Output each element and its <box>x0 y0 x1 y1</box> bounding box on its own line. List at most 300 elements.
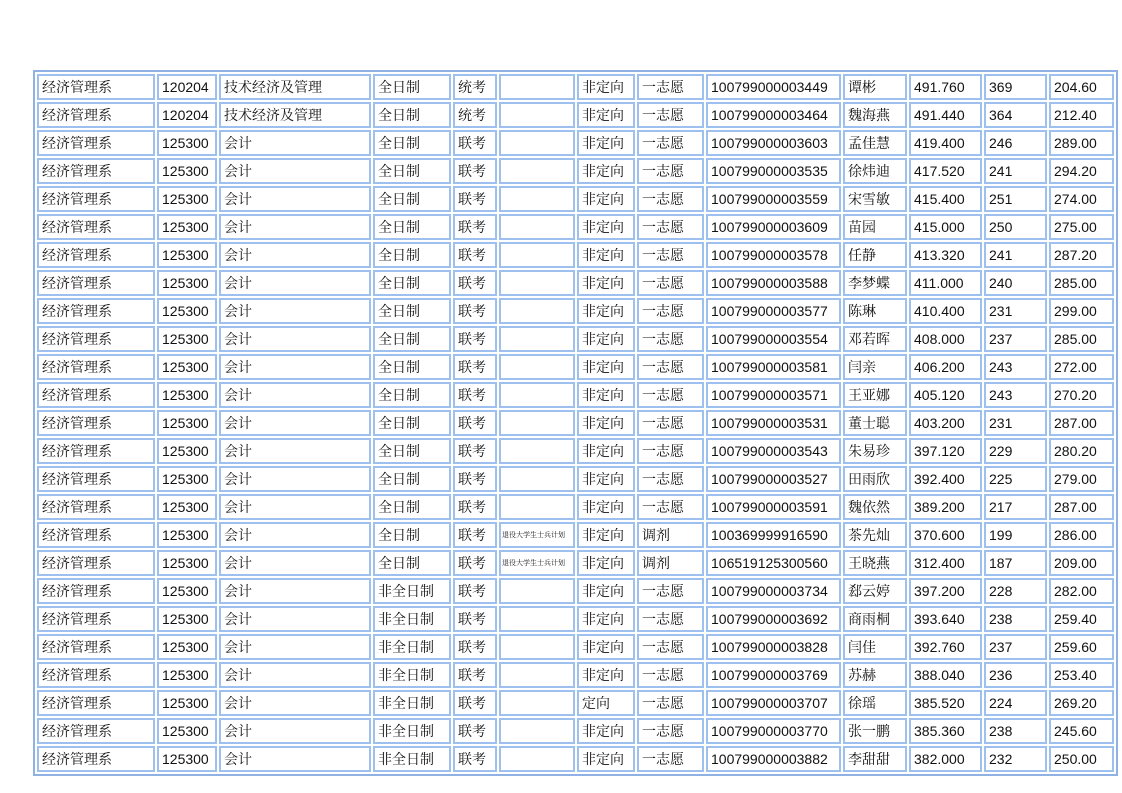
table-row <box>37 606 1114 632</box>
cell-study-mode: 全日制 <box>373 326 451 352</box>
cell-exam-type: 统考 <box>453 102 497 128</box>
cell-retest-score: 204.60 <box>1049 74 1114 100</box>
cell-department: 经济管理系 <box>37 74 155 100</box>
cell-study-mode: 全日制 <box>373 522 451 548</box>
cell-major-name: 技术经济及管理 <box>219 74 371 100</box>
cell-exam-type: 联考 <box>453 214 497 240</box>
cell-orientation: 非定向 <box>577 410 635 436</box>
cell-candidate-id: 100799000003464 <box>706 102 841 128</box>
cell-major-code: 125300 <box>157 186 217 212</box>
cell-department: 经济管理系 <box>37 438 155 464</box>
cell-major-name: 会计 <box>219 550 371 576</box>
cell-major-code: 125300 <box>157 746 217 772</box>
cell-orientation: 非定向 <box>577 746 635 772</box>
cell-special-plan <box>499 242 575 268</box>
cell-exam-type: 联考 <box>453 298 497 324</box>
cell-exam-type: 联考 <box>453 746 497 772</box>
cell-special-plan <box>499 606 575 632</box>
cell-retest-score: 287.20 <box>1049 242 1114 268</box>
cell-initial-score: 229 <box>984 438 1047 464</box>
cell-department: 经济管理系 <box>37 718 155 744</box>
cell-orientation: 非定向 <box>577 634 635 660</box>
cell-choice: 一志愿 <box>637 130 704 156</box>
cell-study-mode: 全日制 <box>373 494 451 520</box>
cell-special-plan <box>499 270 575 296</box>
cell-major-name: 会计 <box>219 746 371 772</box>
table-row <box>37 690 1114 716</box>
cell-name: 李甜甜 <box>843 746 907 772</box>
cell-major-code: 125300 <box>157 214 217 240</box>
cell-retest-score: 294.20 <box>1049 158 1114 184</box>
cell-major-code: 120204 <box>157 74 217 100</box>
cell-special-plan <box>499 438 575 464</box>
cell-name: 王亚娜 <box>843 382 907 408</box>
cell-orientation: 非定向 <box>577 550 635 576</box>
cell-orientation: 非定向 <box>577 298 635 324</box>
table-row <box>37 438 1114 464</box>
cell-special-plan <box>499 494 575 520</box>
cell-name: 徐瑶 <box>843 690 907 716</box>
cell-name: 王晓燕 <box>843 550 907 576</box>
cell-major-code: 125300 <box>157 522 217 548</box>
cell-study-mode: 非全日制 <box>373 578 451 604</box>
cell-name: 朱易珍 <box>843 438 907 464</box>
cell-special-plan <box>499 354 575 380</box>
cell-orientation: 非定向 <box>577 214 635 240</box>
cell-name: 魏海燕 <box>843 102 907 128</box>
cell-department: 经济管理系 <box>37 158 155 184</box>
cell-choice: 一志愿 <box>637 326 704 352</box>
cell-major-name: 会计 <box>219 606 371 632</box>
cell-initial-score: 236 <box>984 662 1047 688</box>
cell-choice: 一志愿 <box>637 690 704 716</box>
cell-candidate-id: 100799000003707 <box>706 690 841 716</box>
cell-exam-type: 统考 <box>453 74 497 100</box>
cell-study-mode: 全日制 <box>373 158 451 184</box>
cell-exam-type: 联考 <box>453 270 497 296</box>
table-row <box>37 746 1114 772</box>
table-row <box>37 242 1114 268</box>
cell-initial-score: 187 <box>984 550 1047 576</box>
cell-choice: 一志愿 <box>637 158 704 184</box>
cell-total-score: 415.000 <box>909 214 982 240</box>
cell-candidate-id: 100799000003828 <box>706 634 841 660</box>
cell-orientation: 定向 <box>577 690 635 716</box>
cell-initial-score: 238 <box>984 718 1047 744</box>
cell-exam-type: 联考 <box>453 578 497 604</box>
cell-candidate-id: 100799000003603 <box>706 130 841 156</box>
cell-name: 徐炜迪 <box>843 158 907 184</box>
cell-exam-type: 联考 <box>453 466 497 492</box>
cell-study-mode: 全日制 <box>373 298 451 324</box>
cell-department: 经济管理系 <box>37 494 155 520</box>
cell-exam-type: 联考 <box>453 382 497 408</box>
cell-name: 郄云婷 <box>843 578 907 604</box>
cell-retest-score: 285.00 <box>1049 326 1114 352</box>
cell-initial-score: 246 <box>984 130 1047 156</box>
cell-candidate-id: 100799000003527 <box>706 466 841 492</box>
cell-special-plan <box>499 298 575 324</box>
cell-candidate-id: 100799000003571 <box>706 382 841 408</box>
cell-major-code: 125300 <box>157 466 217 492</box>
cell-major-code: 125300 <box>157 634 217 660</box>
cell-department: 经济管理系 <box>37 550 155 576</box>
cell-major-name: 会计 <box>219 298 371 324</box>
cell-retest-score: 212.40 <box>1049 102 1114 128</box>
table-row <box>37 130 1114 156</box>
table-row <box>37 102 1114 128</box>
cell-orientation: 非定向 <box>577 578 635 604</box>
cell-initial-score: 237 <box>984 326 1047 352</box>
cell-exam-type: 联考 <box>453 494 497 520</box>
cell-orientation: 非定向 <box>577 662 635 688</box>
cell-major-code: 125300 <box>157 578 217 604</box>
cell-major-name: 会计 <box>219 690 371 716</box>
cell-candidate-id: 100799000003554 <box>706 326 841 352</box>
cell-candidate-id: 100799000003577 <box>706 298 841 324</box>
cell-total-score: 403.200 <box>909 410 982 436</box>
cell-special-plan <box>499 634 575 660</box>
cell-retest-score: 250.00 <box>1049 746 1114 772</box>
cell-major-name: 会计 <box>219 578 371 604</box>
cell-initial-score: 251 <box>984 186 1047 212</box>
table-row <box>37 186 1114 212</box>
cell-retest-score: 259.40 <box>1049 606 1114 632</box>
cell-major-code: 125300 <box>157 130 217 156</box>
cell-department: 经济管理系 <box>37 102 155 128</box>
table-row <box>37 354 1114 380</box>
cell-initial-score: 238 <box>984 606 1047 632</box>
cell-orientation: 非定向 <box>577 326 635 352</box>
cell-study-mode: 非全日制 <box>373 746 451 772</box>
cell-major-name: 会计 <box>219 326 371 352</box>
cell-choice: 一志愿 <box>637 634 704 660</box>
cell-retest-score: 287.00 <box>1049 410 1114 436</box>
cell-department: 经济管理系 <box>37 270 155 296</box>
cell-major-code: 125300 <box>157 662 217 688</box>
cell-initial-score: 241 <box>984 242 1047 268</box>
cell-special-plan <box>499 102 575 128</box>
cell-special-plan <box>499 410 575 436</box>
cell-department: 经济管理系 <box>37 354 155 380</box>
cell-department: 经济管理系 <box>37 326 155 352</box>
cell-initial-score: 364 <box>984 102 1047 128</box>
cell-total-score: 388.040 <box>909 662 982 688</box>
cell-initial-score: 250 <box>984 214 1047 240</box>
cell-major-name: 会计 <box>219 214 371 240</box>
table-row <box>37 494 1114 520</box>
cell-name: 苗园 <box>843 214 907 240</box>
cell-total-score: 370.600 <box>909 522 982 548</box>
cell-major-code: 125300 <box>157 270 217 296</box>
table-row <box>37 578 1114 604</box>
cell-study-mode: 全日制 <box>373 550 451 576</box>
cell-study-mode: 全日制 <box>373 410 451 436</box>
table-row <box>37 550 1114 576</box>
cell-name: 商雨桐 <box>843 606 907 632</box>
cell-department: 经济管理系 <box>37 130 155 156</box>
cell-initial-score: 231 <box>984 298 1047 324</box>
cell-name: 闫亲 <box>843 354 907 380</box>
table-row <box>37 662 1114 688</box>
cell-retest-score: 269.20 <box>1049 690 1114 716</box>
cell-major-code: 125300 <box>157 298 217 324</box>
cell-study-mode: 全日制 <box>373 102 451 128</box>
cell-retest-score: 253.40 <box>1049 662 1114 688</box>
cell-exam-type: 联考 <box>453 242 497 268</box>
cell-major-name: 会计 <box>219 718 371 744</box>
cell-exam-type: 联考 <box>453 410 497 436</box>
cell-candidate-id: 100799000003770 <box>706 718 841 744</box>
cell-department: 经济管理系 <box>37 410 155 436</box>
table-row <box>37 634 1114 660</box>
cell-choice: 一志愿 <box>637 718 704 744</box>
cell-retest-score: 282.00 <box>1049 578 1114 604</box>
cell-major-code: 125300 <box>157 550 217 576</box>
cell-candidate-id: 100799000003578 <box>706 242 841 268</box>
cell-special-plan <box>499 326 575 352</box>
cell-retest-score: 289.00 <box>1049 130 1114 156</box>
cell-retest-score: 275.00 <box>1049 214 1114 240</box>
cell-special-plan <box>499 74 575 100</box>
cell-major-name: 会计 <box>219 270 371 296</box>
cell-department: 经济管理系 <box>37 466 155 492</box>
cell-initial-score: 217 <box>984 494 1047 520</box>
cell-department: 经济管理系 <box>37 606 155 632</box>
cell-study-mode: 非全日制 <box>373 690 451 716</box>
cell-orientation: 非定向 <box>577 522 635 548</box>
cell-orientation: 非定向 <box>577 382 635 408</box>
cell-retest-score: 280.20 <box>1049 438 1114 464</box>
cell-department: 经济管理系 <box>37 186 155 212</box>
cell-special-plan: 退役大学生士兵计划 <box>499 550 575 576</box>
cell-choice: 一志愿 <box>637 214 704 240</box>
cell-candidate-id: 100799000003581 <box>706 354 841 380</box>
cell-total-score: 491.440 <box>909 102 982 128</box>
cell-exam-type: 联考 <box>453 326 497 352</box>
cell-choice: 一志愿 <box>637 382 704 408</box>
cell-exam-type: 联考 <box>453 718 497 744</box>
cell-major-code: 125300 <box>157 354 217 380</box>
cell-special-plan <box>499 578 575 604</box>
cell-major-name: 会计 <box>219 242 371 268</box>
cell-exam-type: 联考 <box>453 550 497 576</box>
cell-choice: 一志愿 <box>637 578 704 604</box>
cell-total-score: 397.120 <box>909 438 982 464</box>
table-row <box>37 158 1114 184</box>
cell-initial-score: 237 <box>984 634 1047 660</box>
cell-retest-score: 299.00 <box>1049 298 1114 324</box>
cell-major-code: 125300 <box>157 242 217 268</box>
cell-choice: 一志愿 <box>637 242 704 268</box>
cell-total-score: 410.400 <box>909 298 982 324</box>
cell-orientation: 非定向 <box>577 74 635 100</box>
cell-name: 茶先灿 <box>843 522 907 548</box>
cell-choice: 一志愿 <box>637 606 704 632</box>
cell-name: 董士聪 <box>843 410 907 436</box>
cell-orientation: 非定向 <box>577 438 635 464</box>
cell-major-name: 会计 <box>219 438 371 464</box>
cell-study-mode: 全日制 <box>373 130 451 156</box>
cell-name: 陈琳 <box>843 298 907 324</box>
cell-special-plan <box>499 130 575 156</box>
cell-major-code: 125300 <box>157 326 217 352</box>
cell-orientation: 非定向 <box>577 102 635 128</box>
cell-initial-score: 240 <box>984 270 1047 296</box>
cell-candidate-id: 100799000003531 <box>706 410 841 436</box>
cell-choice: 调剂 <box>637 550 704 576</box>
cell-major-code: 125300 <box>157 410 217 436</box>
cell-initial-score: 243 <box>984 354 1047 380</box>
cell-orientation: 非定向 <box>577 718 635 744</box>
cell-total-score: 413.320 <box>909 242 982 268</box>
cell-study-mode: 全日制 <box>373 270 451 296</box>
cell-study-mode: 全日制 <box>373 466 451 492</box>
cell-orientation: 非定向 <box>577 242 635 268</box>
cell-choice: 一志愿 <box>637 102 704 128</box>
cell-name: 孟佳慧 <box>843 130 907 156</box>
cell-orientation: 非定向 <box>577 354 635 380</box>
cell-retest-score: 287.00 <box>1049 494 1114 520</box>
cell-exam-type: 联考 <box>453 186 497 212</box>
cell-major-name: 会计 <box>219 186 371 212</box>
cell-major-code: 120204 <box>157 102 217 128</box>
table-row <box>37 74 1114 100</box>
cell-exam-type: 联考 <box>453 130 497 156</box>
cell-total-score: 411.000 <box>909 270 982 296</box>
cell-total-score: 385.520 <box>909 690 982 716</box>
cell-initial-score: 232 <box>984 746 1047 772</box>
cell-candidate-id: 100799000003882 <box>706 746 841 772</box>
cell-choice: 一志愿 <box>637 438 704 464</box>
cell-total-score: 382.000 <box>909 746 982 772</box>
cell-candidate-id: 100799000003559 <box>706 186 841 212</box>
cell-name: 谭彬 <box>843 74 907 100</box>
cell-choice: 一志愿 <box>637 494 704 520</box>
cell-total-score: 312.400 <box>909 550 982 576</box>
cell-major-code: 125300 <box>157 690 217 716</box>
cell-department: 经济管理系 <box>37 522 155 548</box>
table-row <box>37 214 1114 240</box>
cell-major-name: 会计 <box>219 410 371 436</box>
cell-major-code: 125300 <box>157 606 217 632</box>
table-row <box>37 522 1114 548</box>
cell-study-mode: 全日制 <box>373 382 451 408</box>
cell-retest-score: 270.20 <box>1049 382 1114 408</box>
cell-choice: 一志愿 <box>637 74 704 100</box>
cell-orientation: 非定向 <box>577 270 635 296</box>
cell-candidate-id: 100799000003692 <box>706 606 841 632</box>
cell-study-mode: 非全日制 <box>373 634 451 660</box>
cell-initial-score: 241 <box>984 158 1047 184</box>
cell-exam-type: 联考 <box>453 438 497 464</box>
cell-candidate-id: 100799000003543 <box>706 438 841 464</box>
cell-department: 经济管理系 <box>37 746 155 772</box>
cell-special-plan <box>499 746 575 772</box>
cell-candidate-id: 100799000003588 <box>706 270 841 296</box>
cell-major-code: 125300 <box>157 158 217 184</box>
cell-candidate-id: 100799000003449 <box>706 74 841 100</box>
cell-name: 张一鹏 <box>843 718 907 744</box>
cell-major-name: 会计 <box>219 522 371 548</box>
cell-special-plan <box>499 158 575 184</box>
admission-table <box>33 70 1118 776</box>
table-row <box>37 270 1114 296</box>
cell-orientation: 非定向 <box>577 130 635 156</box>
cell-special-plan <box>499 690 575 716</box>
cell-major-name: 会计 <box>219 382 371 408</box>
cell-total-score: 491.760 <box>909 74 982 100</box>
cell-choice: 一志愿 <box>637 298 704 324</box>
cell-major-name: 会计 <box>219 354 371 380</box>
cell-exam-type: 联考 <box>453 522 497 548</box>
cell-total-score: 405.120 <box>909 382 982 408</box>
cell-choice: 一志愿 <box>637 410 704 436</box>
cell-special-plan <box>499 662 575 688</box>
cell-retest-score: 209.00 <box>1049 550 1114 576</box>
cell-retest-score: 279.00 <box>1049 466 1114 492</box>
table-row <box>37 298 1114 324</box>
cell-candidate-id: 100799000003535 <box>706 158 841 184</box>
cell-candidate-id: 100799000003609 <box>706 214 841 240</box>
cell-retest-score: 272.00 <box>1049 354 1114 380</box>
cell-major-name: 会计 <box>219 158 371 184</box>
cell-name: 李梦蝶 <box>843 270 907 296</box>
cell-orientation: 非定向 <box>577 606 635 632</box>
cell-department: 经济管理系 <box>37 214 155 240</box>
cell-total-score: 415.400 <box>909 186 982 212</box>
cell-major-name: 会计 <box>219 634 371 660</box>
cell-major-name: 会计 <box>219 662 371 688</box>
cell-special-plan <box>499 214 575 240</box>
cell-choice: 一志愿 <box>637 270 704 296</box>
cell-name: 田雨欣 <box>843 466 907 492</box>
cell-total-score: 393.640 <box>909 606 982 632</box>
cell-choice: 一志愿 <box>637 354 704 380</box>
cell-study-mode: 全日制 <box>373 438 451 464</box>
cell-total-score: 392.400 <box>909 466 982 492</box>
cell-major-name: 会计 <box>219 494 371 520</box>
cell-study-mode: 全日制 <box>373 214 451 240</box>
cell-name: 宋雪敏 <box>843 186 907 212</box>
cell-exam-type: 联考 <box>453 158 497 184</box>
cell-candidate-id: 106519125300560 <box>706 550 841 576</box>
cell-exam-type: 联考 <box>453 634 497 660</box>
cell-choice: 一志愿 <box>637 186 704 212</box>
cell-total-score: 419.400 <box>909 130 982 156</box>
table-row <box>37 466 1114 492</box>
cell-orientation: 非定向 <box>577 494 635 520</box>
cell-retest-score: 274.00 <box>1049 186 1114 212</box>
table-row <box>37 718 1114 744</box>
cell-department: 经济管理系 <box>37 298 155 324</box>
cell-total-score: 392.760 <box>909 634 982 660</box>
cell-candidate-id: 100799000003734 <box>706 578 841 604</box>
cell-initial-score: 224 <box>984 690 1047 716</box>
cell-orientation: 非定向 <box>577 466 635 492</box>
cell-department: 经济管理系 <box>37 242 155 268</box>
cell-initial-score: 369 <box>984 74 1047 100</box>
cell-special-plan: 退役大学生士兵计划 <box>499 522 575 548</box>
cell-major-code: 125300 <box>157 494 217 520</box>
cell-major-code: 125300 <box>157 718 217 744</box>
cell-name: 闫佳 <box>843 634 907 660</box>
cell-retest-score: 259.60 <box>1049 634 1114 660</box>
cell-department: 经济管理系 <box>37 578 155 604</box>
cell-candidate-id: 100369999916590 <box>706 522 841 548</box>
cell-study-mode: 全日制 <box>373 242 451 268</box>
cell-initial-score: 228 <box>984 578 1047 604</box>
